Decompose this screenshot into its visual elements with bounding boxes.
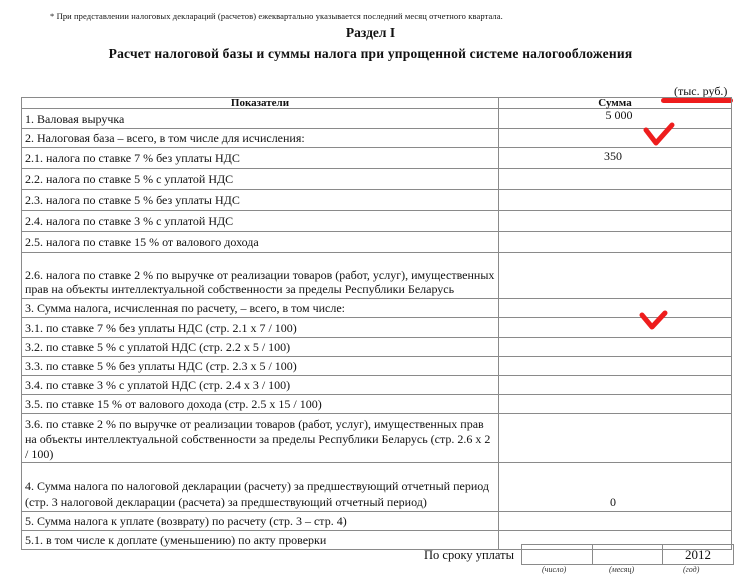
table-row xyxy=(22,148,732,169)
red-checkmark-icon xyxy=(643,121,675,147)
row-value[interactable] xyxy=(499,232,732,253)
row-value[interactable] xyxy=(499,211,732,232)
table-row xyxy=(22,211,732,232)
row-label: 2.6. налога по ставке 2 % по выручке от реализации товаров (работ, услуг), имущественных прав на объекты интеллектуальной собственности за пределы Республики Беларусь xyxy=(22,253,499,299)
row-label: 4. Сумма налога по налоговой декларации (расчету) за предшествующий отчетный период (стр. 3 налоговой декларации (расчета) за предшествующий отчетный период) xyxy=(22,463,499,512)
row-label: 5.1. в том числе к доплате (уменьшению) по акту проверки xyxy=(22,531,499,550)
row-label: 2.4. налога по ставке 3 % с уплатой НДС xyxy=(22,211,499,232)
row-value[interactable] xyxy=(499,376,732,395)
table-row xyxy=(22,357,732,376)
row-value[interactable] xyxy=(499,338,732,357)
row-value[interactable] xyxy=(499,414,732,463)
row-value[interactable]: 5 000 xyxy=(499,109,732,129)
row-value[interactable] xyxy=(499,129,732,148)
form-title: Расчет налоговой базы и суммы налога при упрощенной системе налогообложения xyxy=(108,46,633,61)
row-value[interactable] xyxy=(499,253,732,299)
table-row xyxy=(22,395,732,414)
tax-table xyxy=(21,97,732,550)
row-label: 3. Сумма налога, исчисленная по расчету, – всего, в том числе: xyxy=(22,299,499,318)
row-label: 2.2. налога по ставке 5 % с уплатой НДС xyxy=(22,169,499,190)
header-amount: Сумма xyxy=(499,98,732,109)
year-field[interactable]: 2012 xyxy=(663,545,734,565)
row-value[interactable] xyxy=(499,395,732,414)
day-field[interactable] xyxy=(522,545,593,565)
header-indicator: Показатели xyxy=(22,98,499,109)
row-label: 2.1. налога по ставке 7 % без уплаты НДС xyxy=(22,148,499,169)
table-row xyxy=(22,190,732,211)
row-value[interactable] xyxy=(499,357,732,376)
row-label: 3.2. по ставке 5 % с уплатой НДС (стр. 2.2 х 5 / 100) xyxy=(22,338,499,357)
table-row xyxy=(22,232,732,253)
row-label: 3.4. по ставке 3 % с уплатой НДС (стр. 2.4 х 3 / 100) xyxy=(22,376,499,395)
row-value[interactable]: 350 xyxy=(499,148,732,169)
table-row xyxy=(22,512,732,531)
row-value[interactable] xyxy=(499,318,732,338)
table-row xyxy=(22,129,732,148)
units-label: (тыс. руб.) xyxy=(674,84,728,98)
row-label: 1. Валовая выручка xyxy=(22,109,499,129)
table-row xyxy=(22,109,732,129)
row-value[interactable] xyxy=(499,299,732,318)
day-caption: (число) xyxy=(542,565,567,574)
payment-date-fields xyxy=(521,544,734,565)
row-label: 5. Сумма налога к уплате (возврату) по расчету (стр. 3 – стр. 4) xyxy=(22,512,499,531)
table-row xyxy=(22,376,732,395)
month-caption: (месяц) xyxy=(609,565,635,574)
table-row xyxy=(22,299,732,318)
row-value[interactable] xyxy=(499,169,732,190)
row-value[interactable] xyxy=(499,512,732,531)
row-label: 3.6. по ставке 2 % по выручке от реализации товаров (работ, услуг), имущественных прав на объекты интеллектуальной собственности за пределы Республики Беларусь (стр. 2.6 х 2 / 100) xyxy=(22,414,499,463)
section-title: Раздел I xyxy=(345,25,396,40)
table-row xyxy=(22,338,732,357)
footnote: * При представлении налоговых деклараций (расчетов) ежеквартально указывается последний месяц отчетного квартала. xyxy=(50,11,503,21)
table-row xyxy=(22,169,732,190)
table-row xyxy=(22,318,732,338)
row-value[interactable] xyxy=(499,190,732,211)
red-checkmark-icon xyxy=(639,309,669,331)
row-label: 3.3. по ставке 5 % без уплаты НДС (стр. 2.3 х 5 / 100) xyxy=(22,357,499,376)
row-label: 2.5. налога по ставке 15 % от валового дохода xyxy=(22,232,499,253)
year-caption: (год) xyxy=(683,565,700,574)
table-row xyxy=(22,463,732,512)
row-value[interactable]: 0 xyxy=(499,463,732,512)
payment-deadline-label: По сроку уплаты xyxy=(424,548,514,562)
row-label: 3.1. по ставке 7 % без уплаты НДС (стр. 2.1 х 7 / 100) xyxy=(22,318,499,338)
row-label: 2.3. налога по ставке 5 % без уплаты НДС xyxy=(22,190,499,211)
month-field[interactable] xyxy=(593,545,663,565)
table-row xyxy=(22,253,732,299)
row-label: 3.5. по ставке 15 % от валового дохода (стр. 2.5 х 15 / 100) xyxy=(22,395,499,414)
table-row xyxy=(22,414,732,463)
row-label: 2. Налоговая база – всего, в том числе для исчисления: xyxy=(22,129,499,148)
